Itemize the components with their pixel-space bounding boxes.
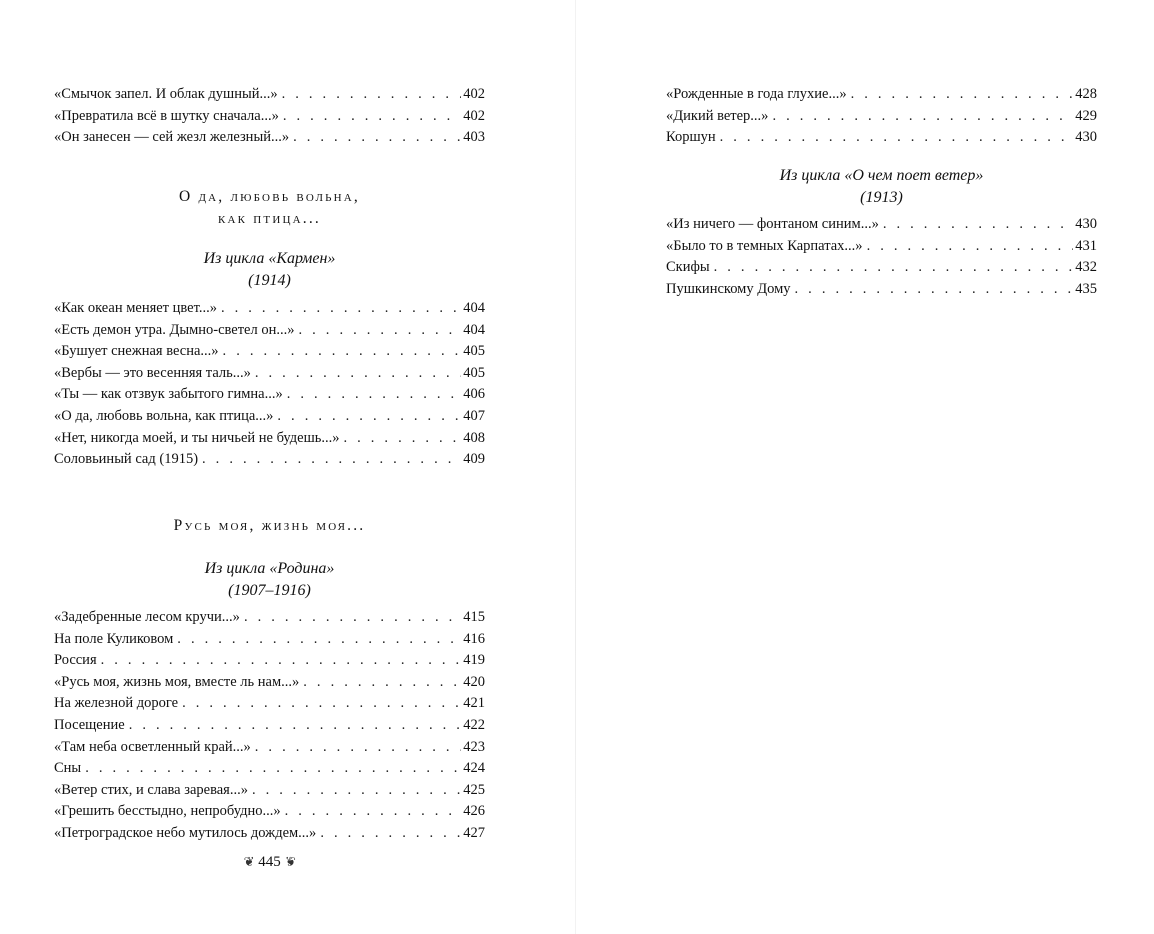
dot-leader [177,629,461,651]
toc-entry-title: «Превратила всё в шутку сначала...» [54,107,279,124]
dot-leader [851,84,1074,106]
toc-entry-page: 409 [463,451,485,468]
toc-entry [666,257,1097,279]
page-gutter [575,0,576,934]
dot-leader [343,428,461,450]
toc-entry-page: 430 [1075,129,1097,146]
toc-entry-title: «Было то в темных Карпатах...» [666,237,863,254]
section-heading-line: как птица... [217,210,321,227]
toc-entry-page: 431 [1075,237,1097,254]
right-page [666,0,1097,934]
toc-group [54,298,485,471]
toc-entry-page: 430 [1075,216,1097,232]
dot-leader [293,127,461,149]
toc-entry [54,127,485,149]
cycle-title: Из цикла «Родина» [204,560,335,577]
dot-leader [252,780,461,802]
cycle-year: (1914) [248,272,291,289]
toc-entry [54,84,485,106]
toc-entry [666,127,1097,149]
dot-leader [101,650,462,672]
dot-leader [85,758,461,780]
toc-entry-title: «Ветер стих, и слава заревая...» [54,781,248,798]
toc-entry-page: 407 [463,407,485,424]
dot-leader [255,363,461,385]
dot-leader [714,257,1074,279]
dot-leader [283,106,461,128]
toc-entry-title: «Грешить бесстыдно, непробудно...» [54,803,281,820]
section-heading [54,186,485,230]
dot-leader [303,672,461,694]
toc-entry [54,607,485,629]
toc-entry [54,406,485,428]
toc-entry [54,298,485,320]
toc-entry-page: 424 [463,760,485,777]
toc-entry-page: 402 [463,107,485,124]
toc-entry [54,650,485,672]
toc-entry-title: На железной дороге [54,695,179,712]
section-heading [54,515,485,537]
fleuron-icon: ❦ [243,854,255,869]
dot-leader [221,298,461,320]
toc-entry-title: «Как океан меняет цвет...» [54,300,217,316]
toc-entry-page: 427 [463,824,485,841]
toc-entry [54,106,485,128]
toc-group [666,214,1097,300]
dot-leader [129,715,462,737]
toc-entry-page: 421 [463,695,485,712]
fleuron-icon: ❦ [284,854,296,869]
toc-entry-page: 420 [463,673,485,690]
toc-entry [54,801,485,823]
toc-entry-title: «Есть демон утра. Дымно-светел он...» [54,321,295,338]
toc-entry-title: Соловьиный сад (1915) [54,451,199,468]
toc-entry-title: «Ты — как отзвук забытого гимна...» [54,386,283,403]
toc-entry-title: «Там неба осветленный край...» [54,738,251,755]
toc-entry [54,384,485,406]
toc-entry-title: «Задебренные лесом кручи...» [54,609,240,625]
toc-entry-page: 408 [463,429,485,446]
toc-entry-title: «Петроградское небо мутилось дождем...» [54,824,317,841]
dot-leader [285,801,462,823]
toc-entry [54,320,485,342]
cycle-heading [54,248,485,292]
toc-entry [54,341,485,363]
toc-entry [666,84,1097,106]
toc-entry-page: 416 [463,630,485,647]
toc-group [54,607,485,845]
toc-entry [54,693,485,715]
toc-entry-title: «Дикий ветер...» [666,107,769,124]
toc-entry-page: 406 [463,386,485,403]
dot-leader [202,449,461,471]
toc-entry [666,106,1097,128]
toc-entry-title: «Вербы — это весенняя таль...» [54,364,251,381]
toc-entry-title: «Из ничего — фонтаном синим...» [666,216,879,232]
toc-entry [54,672,485,694]
toc-entry-page: 419 [463,652,485,669]
dot-leader [255,737,461,759]
toc-entry-title: «Рожденные в года глухие...» [666,86,847,102]
cycle-year: (1913) [860,189,903,206]
cycle-heading [54,558,485,602]
toc-entry [54,629,485,651]
toc-entry-title: Сны [54,760,82,777]
toc-entry-title: «О да, любовь вольна, как птица...» [54,407,274,424]
toc-entry [666,214,1097,236]
toc-entry [666,279,1097,301]
dot-leader [223,341,462,363]
toc-entry-page: 403 [463,129,485,146]
dot-leader [795,279,1074,301]
toc-entry-title: Скифы [666,259,710,276]
toc-entry [54,449,485,471]
toc-entry-page: 429 [1075,107,1097,124]
dot-leader [867,236,1074,258]
section-heading-line: Русь моя, жизнь моя... [173,517,366,534]
toc-entry [54,737,485,759]
toc-entry-page: 405 [463,343,485,360]
toc-entry-title: Россия [54,652,97,669]
toc-entry-page: 405 [463,364,485,381]
toc-entry [54,715,485,737]
toc-entry-title: «Нет, никогда моей, и ты ничьей не будешь...» [54,429,340,446]
dot-leader [883,214,1073,236]
toc-entry [54,428,485,450]
toc-entry-page: 404 [463,300,485,316]
toc-entry-title: Коршун [666,129,716,146]
toc-entry [54,780,485,802]
page-number [54,852,485,872]
dot-leader [277,406,461,428]
toc-group [666,84,1097,149]
toc-entry [666,236,1097,258]
toc-group [54,84,485,149]
toc-entry-page: 415 [463,609,485,625]
toc-entry-title: «Бушует снежная весна...» [54,343,219,360]
toc-entry [54,823,485,845]
toc-entry-page: 432 [1075,259,1097,276]
dot-leader [182,693,461,715]
toc-entry-title: «Русь моя, жизнь моя, вместе ль нам...» [54,673,300,690]
toc-entry-title: «Он занесен — сей жезл железный...» [54,129,290,146]
toc-entry [54,363,485,385]
toc-entry-page: 423 [463,738,485,755]
left-page [54,0,485,934]
dot-leader [299,320,462,342]
toc-entry-title: Пушкинскому Дому [666,280,791,297]
toc-entry-page: 428 [1075,86,1097,102]
dot-leader [282,84,462,106]
cycle-year: (1907–1916) [228,582,311,599]
dot-leader [720,127,1074,149]
toc-entry-page: 404 [463,321,485,338]
toc-entry-page: 402 [463,86,485,102]
toc-entry-title: Посещение [54,716,125,733]
dot-leader [320,823,461,845]
dot-leader [772,106,1073,128]
dot-leader [287,384,462,406]
toc-entry-title: На поле Куликовом [54,630,174,647]
cycle-title: Из цикла «О чем поет ветер» [779,167,984,184]
dot-leader [244,607,461,629]
folio-number: 445 [258,854,281,870]
cycle-title: Из цикла «Кармен» [203,250,336,267]
cycle-heading [666,165,1097,209]
toc-entry [54,758,485,780]
toc-entry-title: «Смычок запел. И облак душный...» [54,86,278,102]
toc-entry-page: 435 [1075,280,1097,297]
toc-entry-page: 425 [463,781,485,798]
toc-entry-page: 422 [463,716,485,733]
toc-entry-page: 426 [463,803,485,820]
section-heading-line: О да, любовь вольна, [178,188,361,205]
